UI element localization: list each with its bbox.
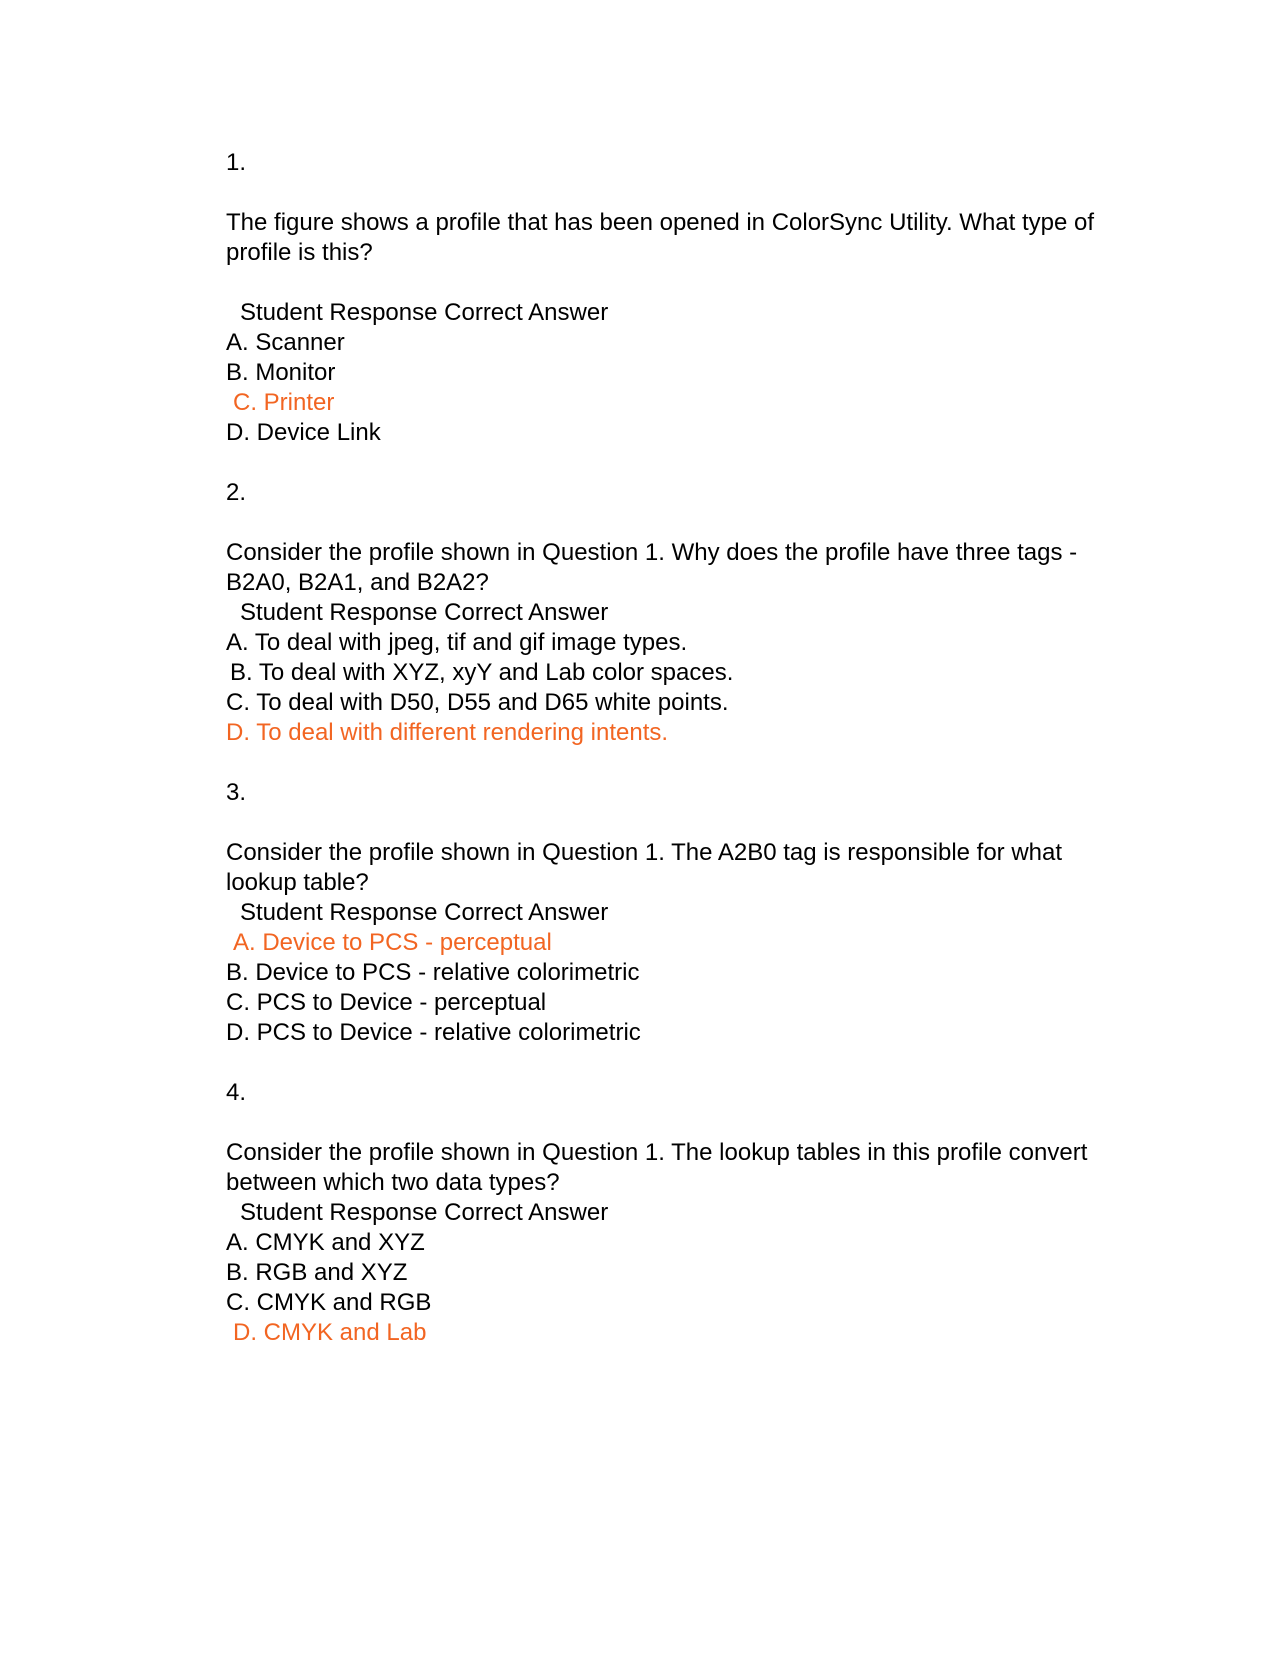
option-b: B. Device to PCS - relative colorimetric <box>226 959 640 986</box>
question-number: 2. <box>226 479 247 506</box>
answer-header: Student Response Correct Answer <box>240 899 609 926</box>
question-number: 4. <box>226 1079 247 1106</box>
answer-header: Student Response Correct Answer <box>240 299 609 326</box>
option-d: D. PCS to Device - relative colorimetric <box>226 1019 641 1046</box>
option-c: C. PCS to Device - perceptual <box>226 989 547 1016</box>
question-number: 1. <box>226 149 247 176</box>
question-3 <box>226 778 1126 1048</box>
option-a: A. Scanner <box>226 329 345 356</box>
option-c-correct: C. Printer <box>233 389 335 416</box>
question-text: Consider the profile shown in Question 1. The lookup tables in this profile convert between which two data types? <box>226 1139 1088 1196</box>
question-text: The figure shows a profile that has been opened in ColorSync Utility. What type of profile is this? <box>226 209 1095 266</box>
question-number: 3. <box>226 779 247 806</box>
question-text: Consider the profile shown in Question 1. The A2B0 tag is responsible for what lookup table? <box>226 839 1063 896</box>
answer-header: Student Response Correct Answer <box>240 599 609 626</box>
answer-header: Student Response Correct Answer <box>240 1199 609 1226</box>
option-b: B. Monitor <box>226 359 336 386</box>
question-text: Consider the profile shown in Question 1. Why does the profile have three tags - B2A0, B2A1, and B2A2? <box>226 539 1078 596</box>
option-a-correct: A. Device to PCS - perceptual <box>233 929 552 956</box>
option-b: B. To deal with XYZ, xyY and Lab color spaces. <box>230 659 734 686</box>
question-1 <box>226 148 1126 448</box>
question-2 <box>226 478 1126 748</box>
option-a: A. CMYK and XYZ <box>226 1229 425 1256</box>
option-a: A. To deal with jpeg, tif and gif image types. <box>226 629 688 656</box>
option-d-correct: D. To deal with different rendering intents. <box>226 719 669 746</box>
option-d: D. Device Link <box>226 419 381 446</box>
option-c: C. CMYK and RGB <box>226 1289 432 1316</box>
option-d-correct: D. CMYK and Lab <box>233 1319 427 1346</box>
option-b: B. RGB and XYZ <box>226 1259 408 1286</box>
option-c: C. To deal with D50, D55 and D65 white points. <box>226 689 729 716</box>
question-4 <box>226 1078 1126 1348</box>
